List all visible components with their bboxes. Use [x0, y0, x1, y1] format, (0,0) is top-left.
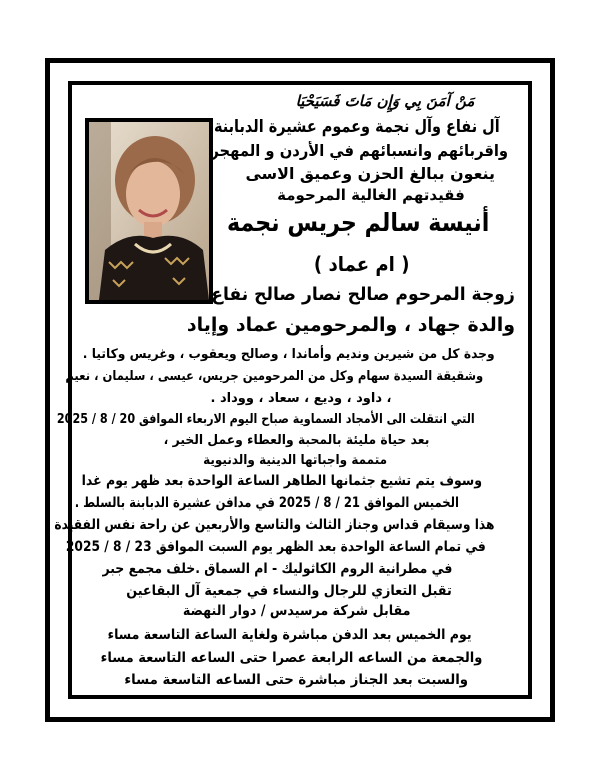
funeral-line-1: وسوف يتم تشيع جثمانها الطاهر الساعة الواحدة بعد ظهر يوم غدا — [81, 473, 483, 489]
families-line: آل نفاع وآل نجمة وعموم عشيرة الدبابنة — [213, 117, 500, 137]
schedule-line-3: والسبت بعد الجناز مباشرة حتى الساعه التاسعة مساء — [124, 672, 469, 688]
mother-of-line: والدة جهاد ، والمرحومين عماد وإياد — [186, 314, 516, 336]
sister-of-line-1: وشقيقة السيدة سهام وكل من المرحومين جريس، عيسى ، سليمان ، نعيم — [65, 369, 484, 384]
schedule-line-1: يوم الخميس بعد الدفن مباشرة ولغاية الساعة التاسعة مساء — [107, 627, 472, 643]
condolence-line-1: تقبل التعازي للرجال والنساء في جمعية آل البقاعين — [126, 583, 452, 599]
schedule-line-2: والجمعة من الساعه الرابعة عصرا حتى الساعه التاسعة مساء — [100, 650, 483, 666]
scripture-verse: مَنْ آمَنَ بِي وَإِن مَاتَ فَسَيَحْيَا — [295, 92, 475, 110]
funeral-line-2: الخميس الموافق 21 / 8 / 2025 في مدافن عشيرة الدبابنة بالسلط . — [74, 495, 459, 511]
passed-line-2: بعد حياة مليئة بالمحبة والعطاء وعمل الخير ، — [163, 433, 430, 448]
deceased-alias: ( ام عماد ) — [313, 252, 410, 276]
deceased-photo — [85, 118, 213, 304]
passed-line-3: متممة واجباتها الدينية والدنيوية — [203, 453, 388, 468]
grandmother-of-line: وجدة كل من شيرين ونديم وأماندا ، وصالح ويعقوب ، وغريس وكاتيا . — [82, 347, 495, 362]
mass-line-3: في مطرانية الروم الكاثوليك - ام السماق .خلف مجمع جبر — [102, 561, 453, 577]
passed-line-1: التي انتقلت الى الأمجاد السماوية صباح اليوم الاربعاء الموافق 20 / 8 / 2025 — [56, 412, 475, 427]
relatives-line: واقربائهم وانسبائهم في الأردن و المهجر — [210, 141, 509, 160]
wife-of-line: زوجة المرحوم صالح نصار صالح نفاع — [211, 284, 515, 305]
intro-line: فقيدتهم الغالية المرحومة — [277, 186, 465, 204]
deceased-name: أنيسة سالم جريس نجمة — [226, 208, 490, 237]
mass-line-1: هذا وسيقام قداس وجناز الثالث والتاسع والأربعين عن راحة نفس الفقيدة — [54, 517, 495, 533]
portrait-photo-icon — [89, 122, 209, 300]
condolence-line-2: مقابل شركة مرسيدس / دوار النهضة — [182, 603, 411, 619]
sister-of-line-2: ، داود ، وديع ، سعاد ، ووداد . — [210, 391, 392, 406]
mourning-line: ينعون ببالغ الحزن وعميق الاسى — [245, 164, 495, 183]
mass-line-2: في تمام الساعة الواحدة بعد الظهر يوم السبت الموافق 23 / 8 / 2025 — [65, 539, 486, 555]
